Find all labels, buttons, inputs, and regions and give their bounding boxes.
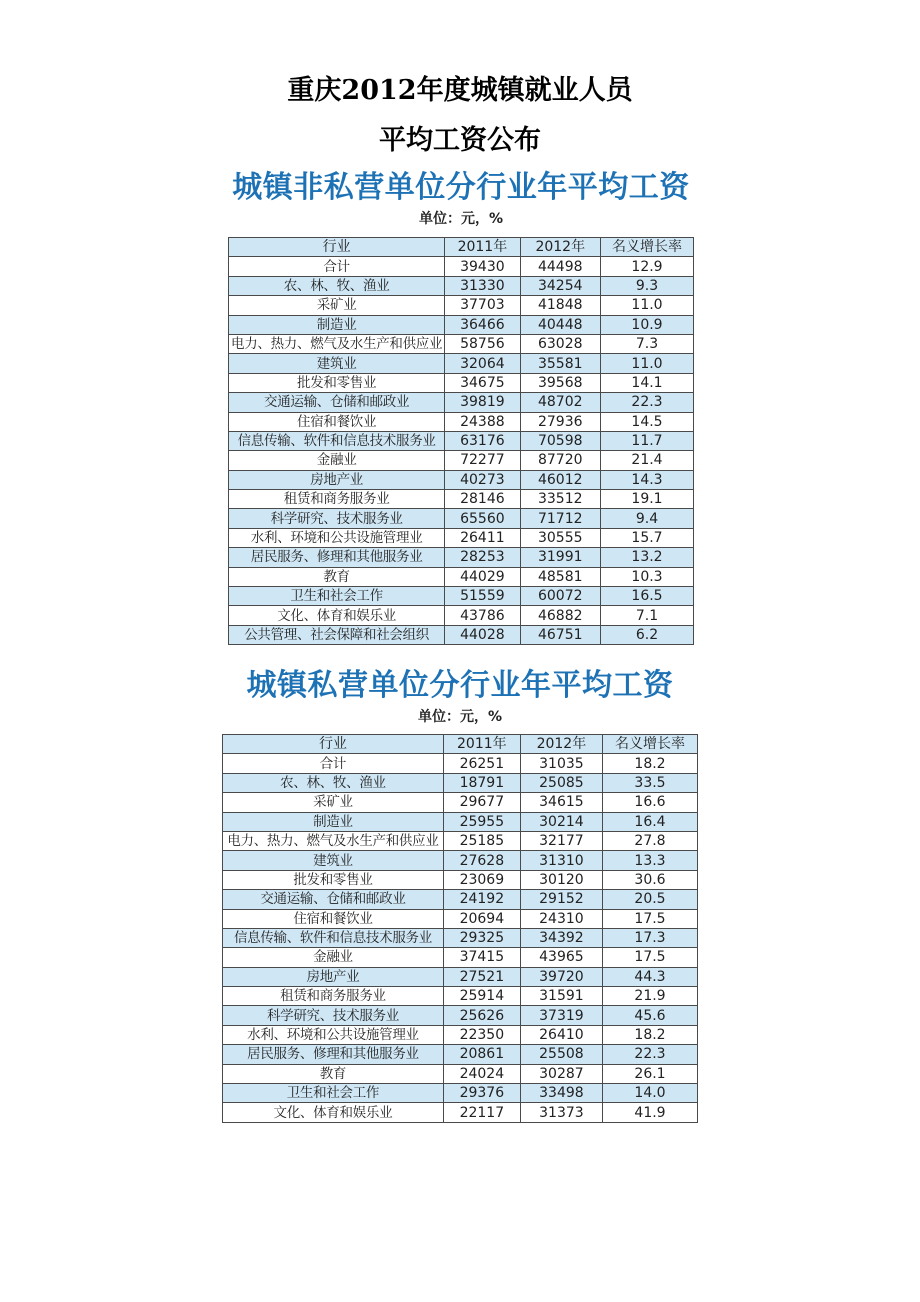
- cell-2011: 58756: [445, 334, 520, 353]
- table-row: [229, 606, 694, 625]
- column-header-2012: 2012年: [520, 735, 602, 754]
- cell-2012: 25085: [520, 773, 602, 792]
- cell-industry: 合计: [223, 754, 444, 773]
- cell-growth-rate: 13.2: [600, 548, 693, 567]
- cell-industry: 教育: [229, 567, 445, 586]
- table-row: [229, 334, 694, 353]
- table-header-row: [229, 238, 694, 257]
- table-row: [229, 548, 694, 567]
- cell-2011: 40273: [445, 470, 520, 489]
- wage-table: [228, 237, 694, 645]
- cell-2011: 29325: [443, 928, 520, 947]
- column-header-2011: 2011年: [443, 735, 520, 754]
- cell-2011: 20694: [443, 909, 520, 928]
- cell-2012: 29152: [520, 890, 602, 909]
- cell-2012: 34615: [520, 793, 602, 812]
- cell-2011: 26251: [443, 754, 520, 773]
- cell-2011: 44029: [445, 567, 520, 586]
- cell-industry: 批发和零售业: [223, 870, 444, 889]
- cell-growth-rate: 6.2: [600, 625, 693, 644]
- cell-industry: 水利、环境和公共设施管理业: [229, 528, 445, 547]
- table-row: [223, 870, 698, 889]
- cell-2012: 63028: [520, 334, 600, 353]
- cell-2011: 65560: [445, 509, 520, 528]
- cell-2012: 30555: [520, 528, 600, 547]
- cell-growth-rate: 11.0: [600, 354, 693, 373]
- table-row: [223, 1064, 698, 1083]
- cell-growth-rate: 18.2: [602, 1025, 697, 1044]
- table-row: [223, 967, 698, 986]
- table-row: [229, 528, 694, 547]
- cell-2011: 39819: [445, 393, 520, 412]
- cell-2011: 18791: [443, 773, 520, 792]
- cell-industry: 制造业: [229, 315, 445, 334]
- table-row: [229, 412, 694, 431]
- cell-2011: 20861: [443, 1045, 520, 1064]
- table-row: [223, 890, 698, 909]
- document-subtitle: 平均工资公布: [379, 125, 541, 156]
- table-header-row: [223, 735, 698, 754]
- cell-2011: 25185: [443, 831, 520, 850]
- table-row: [229, 509, 694, 528]
- cell-2011: 25955: [443, 812, 520, 831]
- table-row: [223, 1006, 698, 1025]
- cell-industry: 采矿业: [229, 296, 445, 315]
- cell-2012: 70598: [520, 431, 600, 450]
- cell-growth-rate: 44.3: [602, 967, 697, 986]
- cell-growth-rate: 14.1: [600, 373, 693, 392]
- table-row: [229, 451, 694, 470]
- unit-label: 单位：元，%: [418, 211, 504, 227]
- cell-2011: 28253: [445, 548, 520, 567]
- cell-2011: 39430: [445, 257, 520, 276]
- cell-2012: 41848: [520, 296, 600, 315]
- cell-growth-rate: 16.6: [602, 793, 697, 812]
- cell-2012: 31591: [520, 987, 602, 1006]
- cell-growth-rate: 17.3: [602, 928, 697, 947]
- cell-2012: 35581: [520, 354, 600, 373]
- table-row: [229, 393, 694, 412]
- cell-industry: 卫生和社会工作: [223, 1084, 444, 1103]
- cell-industry: 教育: [223, 1064, 444, 1083]
- cell-2012: 24310: [520, 909, 602, 928]
- cell-2011: 24024: [443, 1064, 520, 1083]
- wage-table: [222, 734, 698, 1123]
- cell-2012: 27936: [520, 412, 600, 431]
- table-row: [223, 909, 698, 928]
- cell-2011: 25914: [443, 987, 520, 1006]
- cell-industry: 农、林、牧、渔业: [229, 276, 445, 295]
- cell-2012: 40448: [520, 315, 600, 334]
- cell-growth-rate: 11.0: [600, 296, 693, 315]
- cell-2011: 37703: [445, 296, 520, 315]
- cell-growth-rate: 9.4: [600, 509, 693, 528]
- cell-2012: 31310: [520, 851, 602, 870]
- table-row: [223, 928, 698, 947]
- cell-growth-rate: 27.8: [602, 831, 697, 850]
- table-row: [229, 296, 694, 315]
- cell-2011: 29677: [443, 793, 520, 812]
- cell-2011: 24192: [443, 890, 520, 909]
- cell-2012: 44498: [520, 257, 600, 276]
- column-header-growth-rate: 名义增长率: [602, 735, 697, 754]
- cell-industry: 居民服务、修理和其他服务业: [223, 1045, 444, 1064]
- cell-2011: 36466: [445, 315, 520, 334]
- cell-2012: 34254: [520, 276, 600, 295]
- cell-industry: 科学研究、技术服务业: [223, 1006, 444, 1025]
- cell-2012: 33512: [520, 490, 600, 509]
- table-row: [223, 831, 698, 850]
- cell-2012: 30120: [520, 870, 602, 889]
- cell-2011: 43786: [445, 606, 520, 625]
- cell-industry: 批发和零售业: [229, 373, 445, 392]
- table-row: [223, 812, 698, 831]
- cell-2012: 34392: [520, 928, 602, 947]
- table-row: [229, 373, 694, 392]
- cell-2012: 48581: [520, 567, 600, 586]
- cell-growth-rate: 30.6: [602, 870, 697, 889]
- cell-growth-rate: 14.5: [600, 412, 693, 431]
- document-title: 重庆2012年度城镇就业人员: [287, 75, 633, 106]
- cell-growth-rate: 17.5: [602, 948, 697, 967]
- cell-industry: 租赁和商务服务业: [229, 490, 445, 509]
- cell-industry: 文化、体育和娱乐业: [223, 1103, 444, 1122]
- cell-growth-rate: 14.3: [600, 470, 693, 489]
- cell-2012: 46882: [520, 606, 600, 625]
- cell-industry: 房地产业: [223, 967, 444, 986]
- cell-growth-rate: 20.5: [602, 890, 697, 909]
- cell-growth-rate: 26.1: [602, 1064, 697, 1083]
- cell-growth-rate: 21.9: [602, 987, 697, 1006]
- cell-2011: 63176: [445, 431, 520, 450]
- cell-growth-rate: 21.4: [600, 451, 693, 470]
- cell-industry: 住宿和餐饮业: [223, 909, 444, 928]
- cell-industry: 卫生和社会工作: [229, 587, 445, 606]
- cell-growth-rate: 12.9: [600, 257, 693, 276]
- cell-growth-rate: 11.7: [600, 431, 693, 450]
- cell-2012: 25508: [520, 1045, 602, 1064]
- cell-growth-rate: 41.9: [602, 1103, 697, 1122]
- cell-industry: 建筑业: [229, 354, 445, 373]
- table-row: [229, 490, 694, 509]
- cell-2011: 27628: [443, 851, 520, 870]
- cell-industry: 文化、体育和娱乐业: [229, 606, 445, 625]
- cell-growth-rate: 10.9: [600, 315, 693, 334]
- table-row: [229, 470, 694, 489]
- table-row: [223, 1045, 698, 1064]
- table-heading: 城镇非私营单位分行业年平均工资: [232, 170, 690, 205]
- cell-2012: 26410: [520, 1025, 602, 1044]
- cell-2011: 37415: [443, 948, 520, 967]
- cell-growth-rate: 33.5: [602, 773, 697, 792]
- column-header-2011: 2011年: [445, 238, 520, 257]
- cell-industry: 住宿和餐饮业: [229, 412, 445, 431]
- column-header-industry: 行业: [223, 735, 444, 754]
- table-row: [223, 1025, 698, 1044]
- cell-growth-rate: 9.3: [600, 276, 693, 295]
- cell-2012: 39720: [520, 967, 602, 986]
- table-row: [223, 1084, 698, 1103]
- table-row: [223, 987, 698, 1006]
- cell-2011: 29376: [443, 1084, 520, 1103]
- column-header-growth-rate: 名义增长率: [600, 238, 693, 257]
- cell-2011: 22117: [443, 1103, 520, 1122]
- cell-growth-rate: 13.3: [602, 851, 697, 870]
- cell-2011: 24388: [445, 412, 520, 431]
- cell-2011: 26411: [445, 528, 520, 547]
- cell-industry: 金融业: [229, 451, 445, 470]
- table-row: [223, 754, 698, 773]
- table-row: [229, 431, 694, 450]
- cell-growth-rate: 16.4: [602, 812, 697, 831]
- table-row: [223, 793, 698, 812]
- cell-2012: 60072: [520, 587, 600, 606]
- cell-2011: 44028: [445, 625, 520, 644]
- table-row: [229, 315, 694, 334]
- cell-industry: 农、林、牧、渔业: [223, 773, 444, 792]
- cell-industry: 信息传输、软件和信息技术服务业: [223, 928, 444, 947]
- table-row: [229, 276, 694, 295]
- cell-2012: 48702: [520, 393, 600, 412]
- cell-industry: 采矿业: [223, 793, 444, 812]
- cell-2012: 32177: [520, 831, 602, 850]
- cell-2011: 27521: [443, 967, 520, 986]
- cell-growth-rate: 15.7: [600, 528, 693, 547]
- cell-industry: 交通运输、仓储和邮政业: [229, 393, 445, 412]
- table-row: [229, 354, 694, 373]
- table-row: [223, 773, 698, 792]
- cell-2011: 28146: [445, 490, 520, 509]
- cell-growth-rate: 16.5: [600, 587, 693, 606]
- table-row: [223, 851, 698, 870]
- cell-growth-rate: 7.1: [600, 606, 693, 625]
- cell-2012: 43965: [520, 948, 602, 967]
- cell-2012: 71712: [520, 509, 600, 528]
- cell-2012: 33498: [520, 1084, 602, 1103]
- cell-industry: 科学研究、技术服务业: [229, 509, 445, 528]
- table-row: [229, 257, 694, 276]
- cell-industry: 房地产业: [229, 470, 445, 489]
- cell-2011: 34675: [445, 373, 520, 392]
- cell-industry: 交通运输、仓储和邮政业: [223, 890, 444, 909]
- cell-2012: 39568: [520, 373, 600, 392]
- cell-2012: 31035: [520, 754, 602, 773]
- cell-industry: 公共管理、社会保障和社会组织: [229, 625, 445, 644]
- cell-2011: 72277: [445, 451, 520, 470]
- cell-growth-rate: 22.3: [602, 1045, 697, 1064]
- cell-2012: 37319: [520, 1006, 602, 1025]
- cell-growth-rate: 22.3: [600, 393, 693, 412]
- cell-growth-rate: 19.1: [600, 490, 693, 509]
- cell-2011: 25626: [443, 1006, 520, 1025]
- cell-industry: 信息传输、软件和信息技术服务业: [229, 431, 445, 450]
- non-private-wage-table-block: [228, 168, 694, 645]
- cell-2012: 30287: [520, 1064, 602, 1083]
- unit-label: 单位：元，%: [417, 709, 503, 725]
- cell-industry: 建筑业: [223, 851, 444, 870]
- cell-industry: 电力、热力、燃气及水生产和供应业: [223, 831, 444, 850]
- cell-2012: 46751: [520, 625, 600, 644]
- cell-2012: 30214: [520, 812, 602, 831]
- cell-industry: 居民服务、修理和其他服务业: [229, 548, 445, 567]
- table-row: [229, 567, 694, 586]
- cell-industry: 金融业: [223, 948, 444, 967]
- cell-growth-rate: 14.0: [602, 1084, 697, 1103]
- private-wage-table-block: [222, 666, 698, 1123]
- cell-industry: 水利、环境和公共设施管理业: [223, 1025, 444, 1044]
- cell-2011: 22350: [443, 1025, 520, 1044]
- cell-growth-rate: 7.3: [600, 334, 693, 353]
- table-row: [229, 625, 694, 644]
- cell-growth-rate: 10.3: [600, 567, 693, 586]
- cell-industry: 租赁和商务服务业: [223, 987, 444, 1006]
- cell-2011: 32064: [445, 354, 520, 373]
- cell-2012: 46012: [520, 470, 600, 489]
- cell-2011: 31330: [445, 276, 520, 295]
- cell-2012: 31991: [520, 548, 600, 567]
- cell-2012: 31373: [520, 1103, 602, 1122]
- cell-growth-rate: 17.5: [602, 909, 697, 928]
- table-row: [223, 1103, 698, 1122]
- cell-growth-rate: 18.2: [602, 754, 697, 773]
- column-header-2012: 2012年: [520, 238, 600, 257]
- cell-growth-rate: 45.6: [602, 1006, 697, 1025]
- cell-industry: 合计: [229, 257, 445, 276]
- cell-industry: 电力、热力、燃气及水生产和供应业: [229, 334, 445, 353]
- table-row: [223, 948, 698, 967]
- table-row: [229, 587, 694, 606]
- cell-industry: 制造业: [223, 812, 444, 831]
- cell-2011: 23069: [443, 870, 520, 889]
- column-header-industry: 行业: [229, 238, 445, 257]
- cell-2011: 51559: [445, 587, 520, 606]
- table-heading: 城镇私营单位分行业年平均工资: [246, 668, 674, 703]
- cell-2012: 87720: [520, 451, 600, 470]
